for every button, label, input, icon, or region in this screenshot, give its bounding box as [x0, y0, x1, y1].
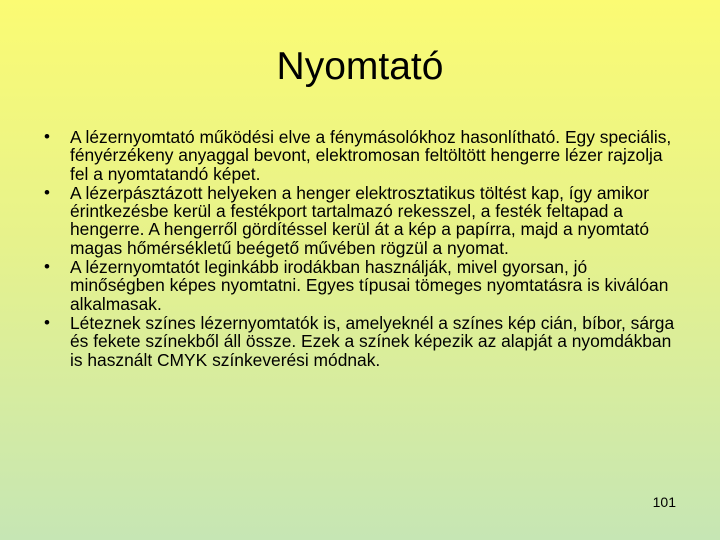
- bullet-dot: •: [44, 257, 50, 277]
- bullet-dot: •: [44, 312, 50, 332]
- bullet-item: [44, 128, 680, 183]
- bullet-item: [44, 258, 680, 313]
- page-number: 101: [652, 494, 676, 510]
- bullet-text: A lézerpásztázott helyeken a henger elektrosztatikus töltést kap, így amikor érintkezésbe kerül a festékport tartalmazó rekesszel, a festék feltapad a hengerre. A hengerről gördítéssel kerül át a kép a papírra, majd a nyomtató magas hőmérsékletű beégető művében rögzül a nyomat.: [70, 182, 650, 258]
- bullet-item: [44, 184, 680, 257]
- bullet-list: [44, 128, 680, 370]
- bullet-dot: •: [44, 182, 50, 202]
- bullet-text: A lézernyomtató működési elve a fénymásolókhoz hasonlítható. Egy speciális, fényérzékeny anyaggal bevont, elektromosan feltöltött hengerre lézer rajzolja fel a nyomtatandó képet.: [70, 127, 672, 184]
- slide-title: Nyomtató: [276, 45, 444, 88]
- bullet-text: Léteznek színes lézernyomtatók is, amelyeknél a színes kép cián, bíbor, sárga és fekete színekből áll össze. Ezek a színek képezik az alapját a nyomdákban is használt CMYK színkeverési módnak.: [70, 312, 675, 370]
- bullet-text: A lézernyomtatót leginkább irodákban használják, mivel gyorsan, jó minőségben képes nyomtatni. Egyes típusai tömeges nyomtatásra is kiválóan alkalmasak.: [70, 257, 669, 314]
- bullet-dot: •: [44, 127, 50, 146]
- bullet-item: [44, 314, 680, 369]
